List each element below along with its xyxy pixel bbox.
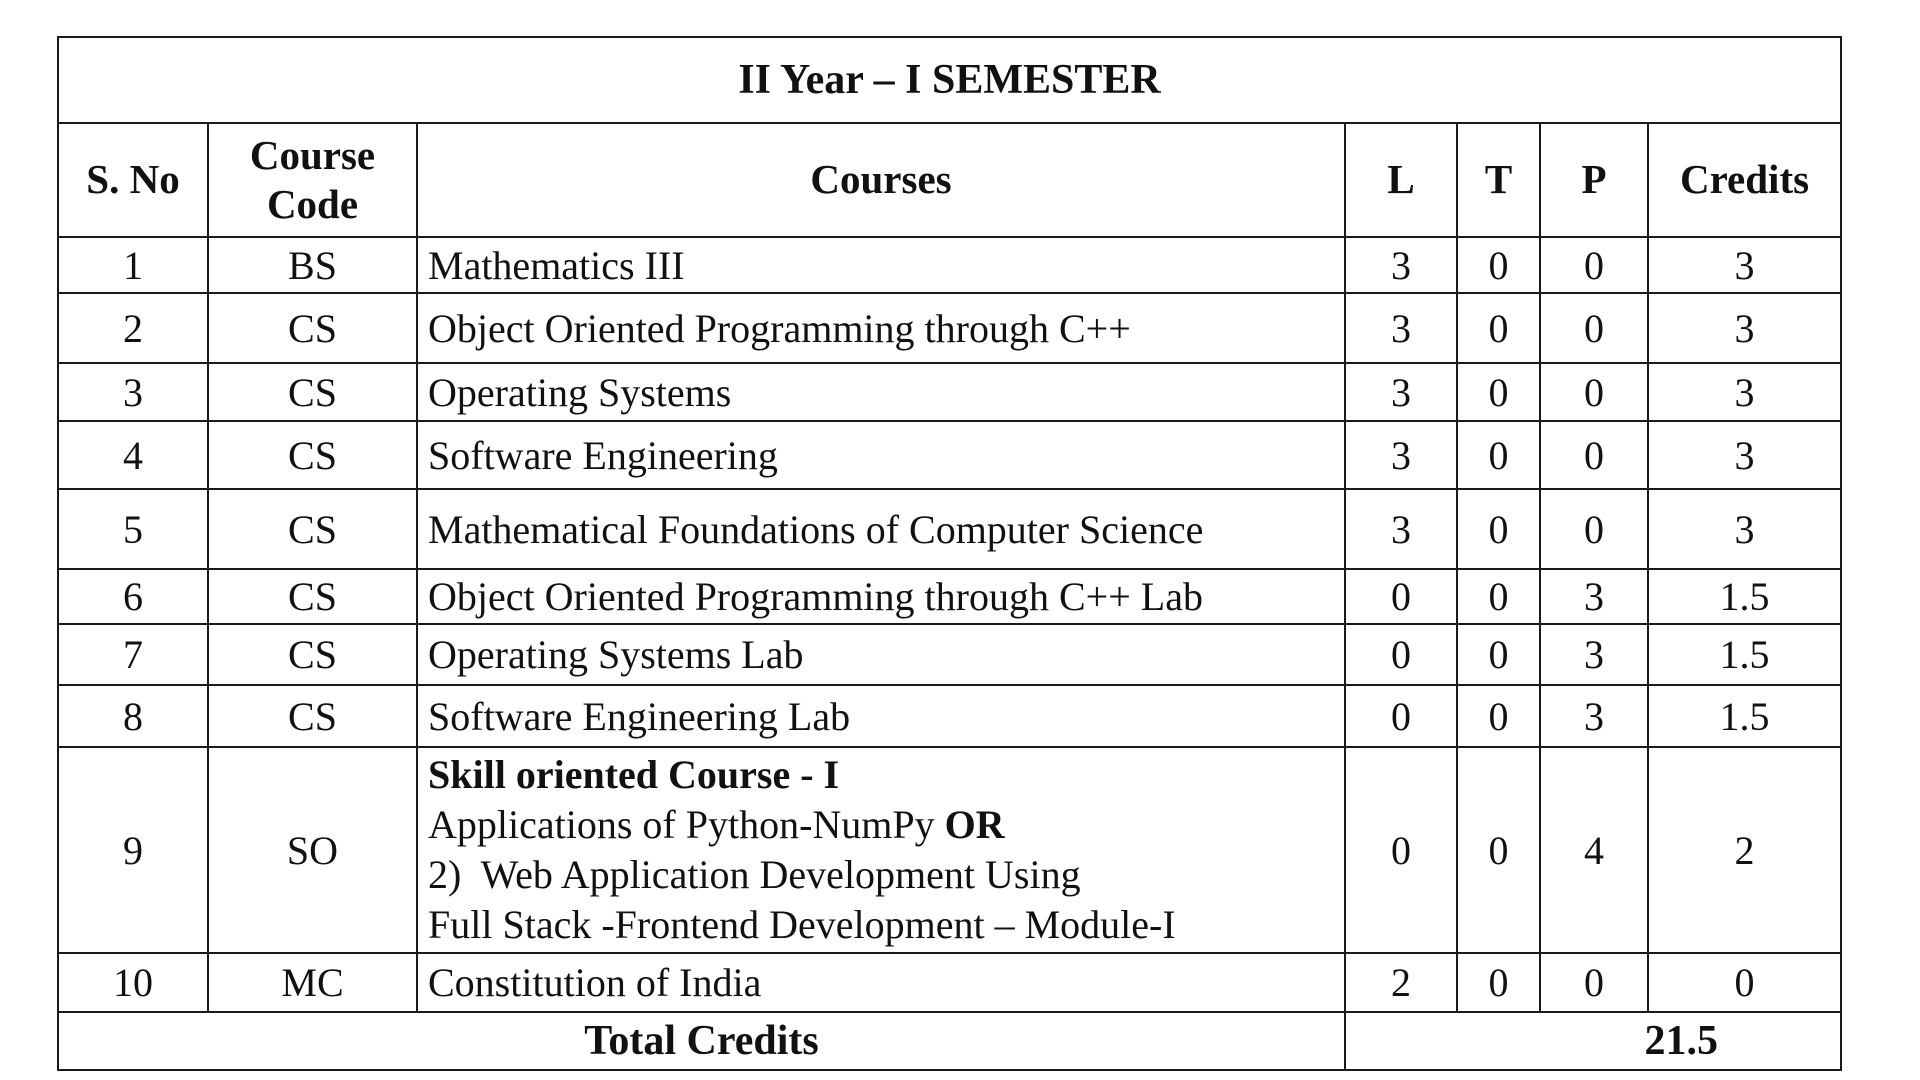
table-row [58,747,1841,953]
total-credits-value: 21.5 [1345,1012,1841,1070]
header-credits: Credits [1648,123,1841,237]
header-row [58,123,1841,237]
cell-l: 0 [1345,747,1457,953]
header-t: T [1457,123,1540,237]
cell-code: SO [208,747,417,953]
cell-code: CS [208,569,417,624]
cell-credits: 1.5 [1648,569,1841,624]
cell-p: 3 [1540,624,1648,685]
cell-t: 0 [1457,489,1540,569]
cell-l: 0 [1345,569,1457,624]
cell-p: 0 [1540,363,1648,421]
cell-p: 0 [1540,489,1648,569]
cell-p: 3 [1540,685,1648,747]
cell-sno: 5 [58,489,208,569]
cell-credits: 3 [1648,237,1841,293]
cell-t: 0 [1457,421,1540,489]
cell-sno: 8 [58,685,208,747]
semester-course-table [57,36,1842,1071]
cell-course-multiline [417,747,1345,953]
semester-table-container [57,36,1840,1071]
option-1-text: Applications of Python-NumPy [428,802,935,847]
cell-code: MC [208,953,417,1012]
skill-course-option-1 [428,800,1344,850]
cell-course: Software Engineering [417,421,1345,489]
cell-l: 2 [1345,953,1457,1012]
header-l: L [1345,123,1457,237]
cell-t: 0 [1457,685,1540,747]
cell-credits: 2 [1648,747,1841,953]
header-sno: S. No [58,123,208,237]
cell-credits: 3 [1648,489,1841,569]
cell-sno: 9 [58,747,208,953]
skill-course-option-2: 2) Web Application Development Using [428,852,1081,897]
cell-l: 3 [1345,293,1457,363]
cell-course: Operating Systems Lab [417,624,1345,685]
table-row [58,685,1841,747]
cell-sno: 7 [58,624,208,685]
cell-l: 3 [1345,489,1457,569]
cell-p: 0 [1540,953,1648,1012]
cell-credits: 0 [1648,953,1841,1012]
cell-p: 3 [1540,569,1648,624]
header-course-code-line1: Course [249,131,376,178]
table-row [58,624,1841,685]
header-courses: Courses [417,123,1345,237]
cell-credits: 1.5 [1648,685,1841,747]
cell-t: 0 [1457,569,1540,624]
cell-course: Mathematical Foundations of Computer Science [417,489,1345,569]
table-row [58,293,1841,363]
header-course-code-line2: Code [266,181,359,227]
table-title: II Year – I SEMESTER [58,37,1841,123]
table-row [58,569,1841,624]
cell-p: 0 [1540,237,1648,293]
cell-code: CS [208,489,417,569]
cell-code: CS [208,293,417,363]
table-title-row [58,37,1841,123]
cell-l: 3 [1345,237,1457,293]
cell-code: CS [208,421,417,489]
header-p: P [1540,123,1648,237]
cell-credits: 3 [1648,293,1841,363]
table-row [58,237,1841,293]
cell-code: CS [208,685,417,747]
cell-course: Constitution of India [417,953,1345,1012]
cell-code: BS [208,237,417,293]
cell-l: 3 [1345,421,1457,489]
header-course-code [208,123,417,237]
cell-l: 0 [1345,685,1457,747]
cell-course: Object Oriented Programming through C++ Lab [417,569,1345,624]
cell-l: 0 [1345,624,1457,685]
cell-t: 0 [1457,953,1540,1012]
cell-course: Object Oriented Programming through C++ [417,293,1345,363]
cell-p: 4 [1540,747,1648,953]
total-credits-label: Total Credits [58,1012,1345,1070]
cell-p: 0 [1540,421,1648,489]
cell-sno: 1 [58,237,208,293]
skill-course-heading: Skill oriented Course - I [428,752,840,797]
cell-l: 3 [1345,363,1457,421]
cell-credits: 1.5 [1648,624,1841,685]
cell-credits: 3 [1648,363,1841,421]
cell-credits: 3 [1648,421,1841,489]
cell-t: 0 [1457,293,1540,363]
cell-sno: 2 [58,293,208,363]
cell-t: 0 [1457,624,1540,685]
table-row [58,363,1841,421]
cell-p: 0 [1540,293,1648,363]
cell-sno: 4 [58,421,208,489]
cell-t: 0 [1457,237,1540,293]
cell-course: Operating Systems [417,363,1345,421]
cell-code: CS [208,363,417,421]
cell-course: Software Engineering Lab [417,685,1345,747]
cell-code: CS [208,624,417,685]
or-label: OR [944,802,1005,847]
cell-sno: 10 [58,953,208,1012]
cell-sno: 6 [58,569,208,624]
table-row [58,489,1841,569]
cell-t: 0 [1457,363,1540,421]
table-row [58,953,1841,1012]
cell-course: Mathematics III [417,237,1345,293]
skill-course-option-2-cont: Full Stack -Frontend Development – Module-I [428,902,1176,947]
cell-sno: 3 [58,363,208,421]
table-row [58,421,1841,489]
total-row [58,1012,1841,1070]
cell-t: 0 [1457,747,1540,953]
